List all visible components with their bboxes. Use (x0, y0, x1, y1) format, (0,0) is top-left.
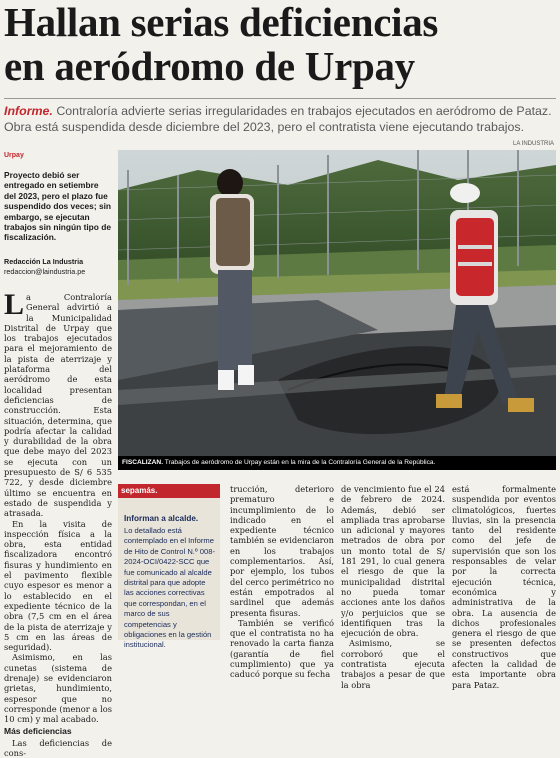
byline-email: redaccion@laindustria.pe (4, 267, 86, 276)
headline (4, 0, 556, 88)
drop-cap: L (4, 288, 25, 321)
section-tag: Urpay (4, 152, 24, 159)
headline-rule (4, 98, 556, 99)
photo-caption (118, 456, 556, 470)
box-text: Lo detallado está contemplado en el Informe de Hito de Control N.º 008-2024-OCI/0422-SCC que fue comunicado al alcalde distrital para que adopte las acciones correctivas que correspondan, en el marco de sus competencias y obligaciones en la gestión institucional. (124, 526, 215, 650)
article-photo (118, 150, 556, 462)
column-3-paragraph-1: trucción, deterioro prematuro e incumplimiento de lo indicado en el expediente técnico también se evidenciaron en los trabajos complementarios. Así, por ejemplo, los tubos del cerco perimétrico no están empotrados al sardinel que además presenta fisuras. (230, 484, 334, 618)
headline-line-2: en aeródromo de Urpay (4, 43, 415, 89)
box-title: Informan a alcalde. (124, 514, 199, 523)
subhead: Más deficiencias (4, 726, 72, 737)
photo-credit: LA INDUSTRIA (512, 141, 554, 147)
column-1-paragraph-3: Asimismo, en las cunetas (sistema de drenaje) se evidenciaron grietas, hundimiento, espesor que no corresponde (menor a los 10 cm) y mal acabado. (4, 652, 112, 725)
column-4-paragraph-1: de vencimiento fue el 24 de febrero de 2024. Además, debió ser ampliada tras aprobarse un adicional y mayores metrados de obra por un monto total de S/ 181 291, lo cual genera el riesgo de que la municipalidad distrital no pueda tomar acciones ante los daños y/o perjuicios que se identifiquen tras la ejecución de obra. (341, 484, 445, 639)
column-1-paragraph-1: a Contraloría General advirtió a la Municipalidad Distrital de Urpay que los trabajos ejecutados para el mejoramiento de la pista de aterrizaje y plataforma del aeródromo de esta localidad presentan deficiencias de construcción. Esta situación, determina, que podría afectar la calidad y durabilidad de la obra que debe mayo del 2023 se ejecuta con un presupuesto de S/ 6 535 722, y desde diciembre último se encuentra en estado de suspendida y atrasada. (4, 292, 112, 519)
column-4-paragraph-2: Asimismo, se corroboró que el contratista ejecuta trabajos a pesar de que la obra (341, 638, 445, 690)
column-1-paragraph-4: Las deficiencias de cons- (4, 737, 112, 758)
column-1-paragraph-2: En la visita de inspección física a la obra, esta entidad fiscalizadora encontró fisuras y hundimiento en el pavimento flexible cuyo espesor es menor a lo establecido en el expediente técnico de la obra (7,5 cm en el área de la pista de aterrizaje y 5 cm en las áreas de seguridad). (4, 518, 112, 653)
headline-line-1: Hallan serias deficiencias (4, 0, 439, 45)
lede: Proyecto debió ser entregado en setiembre del 2023, pero el plazo fue suspendido dos veces; sin embargo, se ejecutan trabajos sin ningún tipo de fiscalización. (4, 170, 112, 243)
deck (4, 103, 556, 135)
column-3 (230, 484, 334, 680)
column-3-paragraph-2: También se verificó que el contratista no ha renovado la carta fianza (garantía de fiel cumplimiento) que ya caducó porque su fecha (230, 617, 334, 680)
box-tag: sepamás. (118, 484, 220, 498)
column-1 (4, 288, 112, 758)
caption-text: Trabajos de aeródromo de Urpay están en la mira de la Contraloría General de la República. (164, 459, 436, 466)
byline (4, 257, 112, 277)
column-4 (341, 484, 445, 690)
deck-label: Informe. (4, 104, 53, 118)
byline-name: Redacción La Industria (4, 257, 84, 266)
sepamas-box (118, 484, 220, 650)
caption-label: FISCALIZAN. (122, 459, 164, 466)
column-5 (452, 484, 556, 690)
column-5-paragraph-1: está formalmente suspendida por eventos climatológicos, fuertes lluvias, sin la presencia tanto del residente como del jefe de supervisión que son los responsables de velar por la correcta ejecución técnica, económica y administrativa de la obra. La ausencia de dichos profesionales genera el riesgo de que se presenten defectos constructivos que afecten la calidad de esta importante obra para Pataz. (452, 484, 556, 690)
deck-text: Contraloría advierte serias irregularidades en trabajos ejecutados en aeródromo de Pataz. Obra está suspendida desde diciembre del 2023, pero el contratista viene ejecutando trabajos. (4, 104, 552, 134)
